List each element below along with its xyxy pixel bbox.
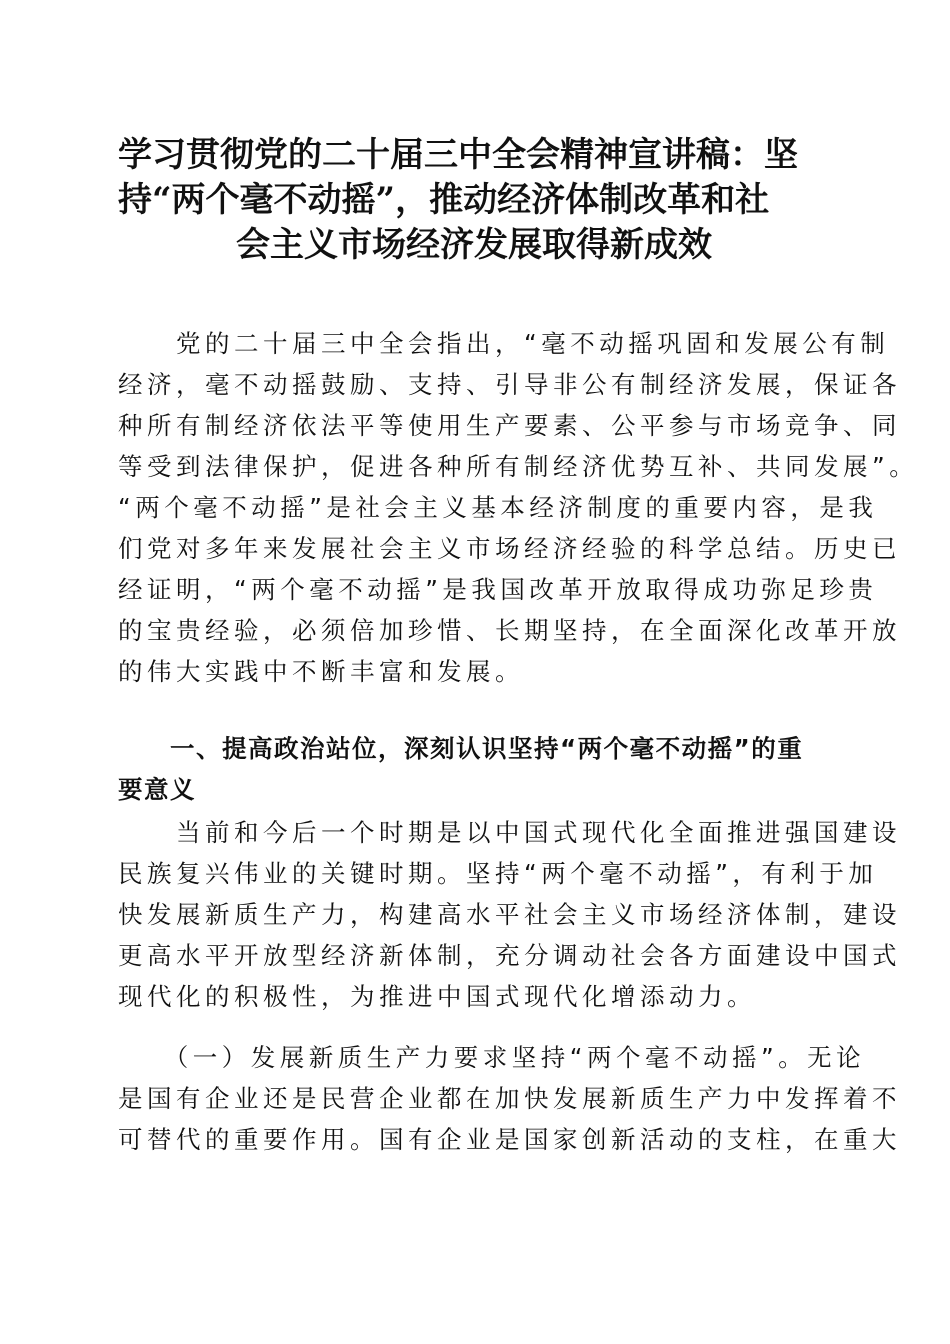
text-line: 现代化的积极性，为推进中国式现代化增添动力。	[118, 982, 756, 1011]
title-line: 持“两个毫不动摇”，推动经济体制改革和社	[118, 180, 770, 220]
text-line: 民族复兴伟业的关键时期。坚持“两个毫不动摇”，有利于加	[118, 859, 878, 888]
title-line: 会主义市场经济发展取得新成效	[236, 225, 712, 265]
intro-paragraph	[118, 323, 919, 692]
text-line: 可替代的重要作用。国有企业是国家创新活动的支柱，在重大	[118, 1125, 901, 1154]
text-line: “两个毫不动摇”是社会主义基本经济制度的重要内容，是我	[118, 493, 878, 522]
text-line: 等受到法律保护，促进各种所有制经济优势互补、共同发展”。	[118, 452, 919, 481]
text-line: 是国有企业还是民营企业都在加快发展新质生产力中发挥着不	[118, 1084, 901, 1113]
text-line: 当前和今后一个时期是以中国式现代化全面推进强国建设	[118, 818, 901, 847]
subsection-paragraph	[118, 1037, 901, 1160]
text-line: 们党对多年来发展社会主义市场经济经验的科学总结。历史已	[118, 534, 901, 563]
section-heading	[118, 728, 830, 810]
text-line: 快发展新质生产力，构建高水平社会主义市场经济体制，建设	[118, 900, 901, 929]
heading-line: 一、提高政治站位，深刻认识坚持“两个毫不动摇”的重	[118, 734, 804, 763]
text-line: 更高水平开放型经济新体制，充分调动社会各方面建设中国式	[118, 941, 901, 970]
text-line: 党的二十届三中全会指出，“毫不动摇巩固和发展公有制	[118, 329, 890, 358]
text-line: 种所有制经济依法平等使用生产要素、公平参与市场竞争、同	[118, 411, 901, 440]
title-line: 学习贯彻党的二十届三中全会精神宣讲稿：坚	[118, 135, 798, 175]
section-paragraph	[118, 812, 901, 1017]
text-line: 经证明，“两个毫不动摇”是我国改革开放取得成功弥足珍贵	[118, 575, 878, 604]
text-line: 的宝贵经验，必须倍加珍惜、长期坚持，在全面深化改革开放	[118, 616, 901, 645]
document-title	[118, 133, 830, 268]
text-line: 经济，毫不动摇鼓励、支持、引导非公有制经济发展，保证各	[118, 370, 901, 399]
text-line: （一）发展新质生产力要求坚持“两个毫不动摇”。无论	[118, 1043, 866, 1072]
text-line: 的伟大实践中不断丰富和发展。	[118, 657, 524, 686]
heading-line: 要意义	[118, 775, 196, 804]
